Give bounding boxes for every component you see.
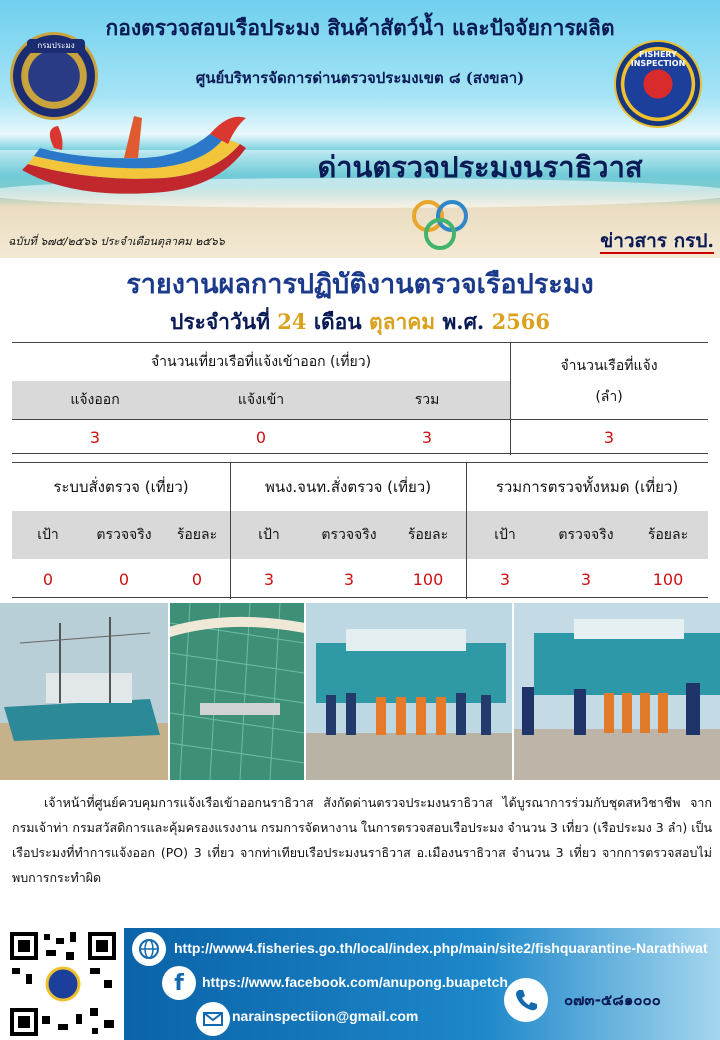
contact-footer (0, 928, 720, 1040)
news-label-text: ข่าวสาร กรป. (600, 230, 714, 252)
value-percent: 0 (191, 569, 203, 589)
group-system-header: ระบบสั่งตรวจ (เที่ยว) (53, 478, 189, 496)
photo-fishing-boat (0, 603, 168, 780)
group-total-header: รวมการตรวจทั้งหมด (เที่ยว) (495, 478, 679, 496)
col-actual: ตรวจจริง (321, 527, 377, 543)
department-of-fisheries-logo (10, 32, 98, 120)
header-title-main: กองตรวจสอบเรือประมง สินค้าสัตว์น้ำ และปัจจัยการผลิต (105, 15, 615, 40)
value-target: 3 (263, 569, 275, 589)
group-officer-header: พนง.จนท.สั่งตรวจ (เที่ยว) (264, 478, 432, 496)
photo-crew-check (514, 603, 720, 780)
trips-group-header: จำนวนเที่ยวเรือที่แจ้งเข้าออก (เที่ยว) (150, 354, 372, 370)
value-vessels: 3 (603, 427, 615, 447)
photo-net-mesh-measurement (170, 603, 304, 780)
inspection-table (12, 462, 708, 598)
col-actual: ตรวจจริง (558, 527, 614, 543)
date-year: 2566 (491, 309, 551, 334)
date-prefix: ประจำวันที่ (169, 309, 270, 334)
fishery-inspection-logo (614, 40, 702, 128)
value-actual: 0 (118, 569, 130, 589)
knot-emblem-icon (402, 196, 478, 254)
col-actual: ตรวจจริง (96, 527, 152, 543)
report-date (0, 306, 720, 339)
header-title-center: ศูนย์บริหารจัดการด่านตรวจประมงเขต ๘ (สงขลา) (195, 69, 525, 87)
issue-number: ฉบับที่ ๖๗๕/๒๕๖๖ ประจำเดือนตุลาคม ๒๕๖๖ (8, 235, 225, 248)
facebook-link[interactable]: https://www.facebook.com/anupong.buapetch (202, 974, 508, 990)
globe-icon (132, 932, 166, 966)
vessel-header-line2: (ลำ) (595, 389, 623, 405)
vessel-header-line1: จำนวนเรือที่แจ้ง (560, 358, 658, 374)
date-month-word: เดือน (313, 309, 362, 334)
col-target: เป้า (258, 527, 280, 543)
news-label (600, 226, 714, 256)
value-actual: 3 (343, 569, 355, 589)
col-total: รวม (414, 392, 440, 408)
col-notify-out: แจ้งออก (70, 392, 120, 408)
value-percent: 100 (412, 569, 444, 589)
col-target: เป้า (37, 527, 59, 543)
col-percent: ร้อยละ (176, 527, 218, 543)
date-day: 24 (277, 309, 307, 334)
contact-bar (124, 928, 720, 1040)
report-description-text: เจ้าหน้าที่ศูนย์ควบคุมการแจ้งเรือเข้าออกนราธิวาส สังกัดด่านตรวจประมงนราธิวาส ได้บูรณาการร่วมกับชุดสหวิชาชีพ จากกรมเจ้าท่า กรมสวัสดิการและคุ้มครองแรงงาน กรมการจัดหางาน ในการตรวจสอบเรือประมง จำนวน 3 เที่ยว (เรือประมง 3 ลำ) เป็นเรือประมงที่ทำการแจ้งออก (PO) 3 เที่ยว จากท่าเทียบเรือประมงนราธิวาส อ.เมืองนราธิวาส จำนวน 3 เที่ยว จากการตรวจสอบไม่พบการกระทำผิด (12, 795, 712, 885)
phone-icon (504, 978, 548, 1022)
col-percent: ร้อยละ (647, 527, 689, 543)
col-notify-in: แจ้งเข้า (237, 392, 285, 408)
value-notify-out: 3 (89, 427, 101, 447)
photo-strip (0, 603, 720, 780)
email-link[interactable]: narainspectiion@gmail.com (232, 1008, 419, 1024)
date-month: ตุลาคม (368, 309, 436, 334)
divider (466, 463, 467, 599)
col-percent: ร้อยละ (407, 527, 449, 543)
phone-number[interactable]: ๐๗๓-๕๘๑๐๐๐ (564, 991, 661, 1009)
value-target: 3 (499, 569, 511, 589)
value-actual: 3 (580, 569, 592, 589)
divider (12, 419, 708, 420)
divider (510, 343, 511, 455)
website-link[interactable]: http://www4.fisheries.go.th/local/index.php/main/site2/fishquarantine-Narathiwat (174, 940, 708, 956)
value-notify-in: 0 (255, 427, 267, 447)
report-description (12, 790, 712, 890)
photo-inspection-team (306, 603, 512, 780)
qr-code[interactable] (6, 928, 120, 1040)
value-total: 3 (421, 427, 433, 447)
email-icon (196, 1002, 230, 1036)
report-title: รายงานผลการปฏิบัติงานตรวจเรือประมง (126, 269, 594, 300)
trip-notification-table (12, 342, 708, 454)
logo-left-text: กรมประมง (27, 39, 85, 53)
divider (230, 463, 231, 599)
value-target: 0 (42, 569, 54, 589)
col-target: เป้า (494, 527, 516, 543)
logo-right-text: FISHERY INSPECTION (630, 50, 686, 68)
station-name: ด่านตรวจประมงนราธิวาส (317, 150, 643, 184)
value-percent: 100 (652, 569, 684, 589)
facebook-icon: f (162, 966, 196, 1000)
kolae-boat-illustration (14, 108, 254, 204)
header-banner (0, 0, 720, 258)
date-year-prefix: พ.ศ. (442, 309, 485, 334)
